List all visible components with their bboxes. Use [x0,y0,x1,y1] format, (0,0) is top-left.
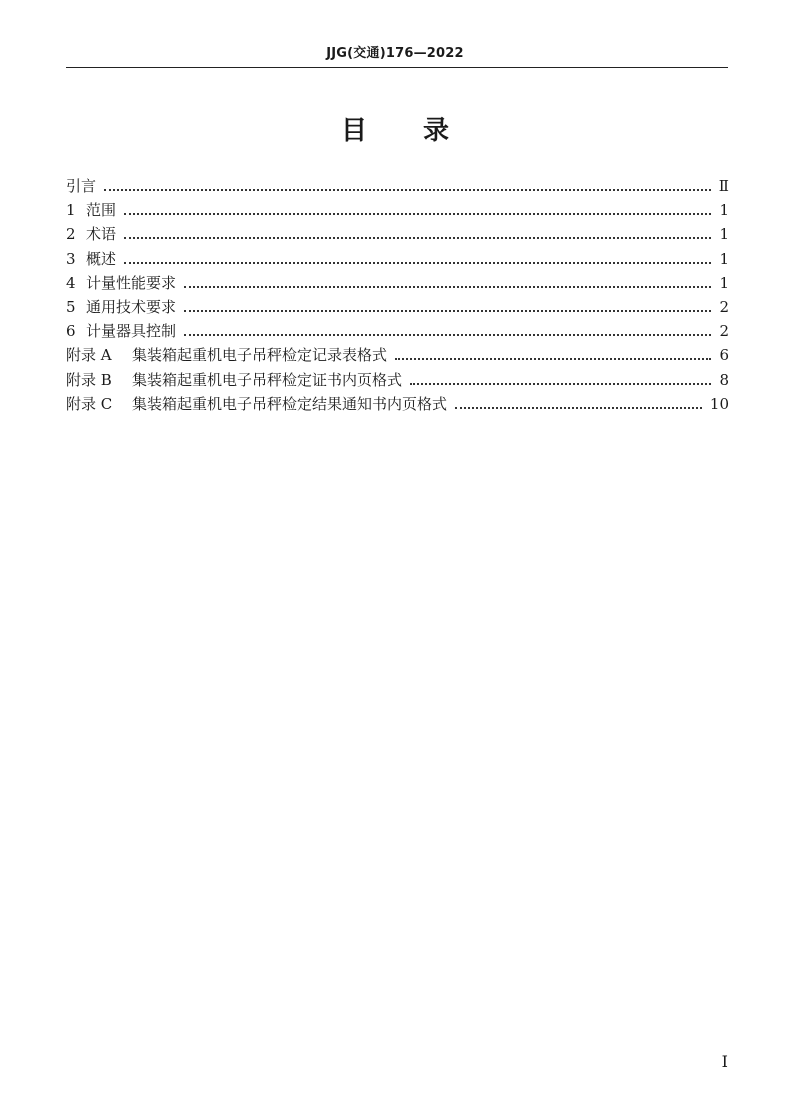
toc-entry-number: 2 [66,225,76,244]
toc-leader-dots [410,383,711,385]
toc-leader-dots [184,310,711,312]
toc-entry-label: 集装箱起重机电子吊秤检定证书内页格式 [132,370,403,389]
toc-leader-dots [124,237,711,239]
toc-entry-number: 1 [66,201,76,220]
toc-entry-page: 1 [719,201,729,220]
toc-entry-label: 计量器具控制 [86,322,177,341]
toc-title-char-2: 录 [423,116,450,146]
toc-leader-dots [104,189,711,191]
toc-entry-page: 10 [709,394,729,413]
toc-leader-dots [455,407,702,409]
toc-leader-dots [184,286,711,288]
toc-list [66,174,729,416]
toc-title-char-1: 目 [340,116,367,146]
toc-entry-page: 1 [719,225,729,244]
toc-entry-number: 5 [66,297,76,316]
header-rule [66,67,728,68]
toc-entry-appendix-a[interactable] [66,343,729,367]
toc-entry-number: 附录 C [66,394,113,413]
toc-leader-dots [184,334,711,336]
toc-entry-number: 4 [66,273,76,292]
toc-entry-label: 集装箱起重机电子吊秤检定记录表格式 [132,346,388,365]
toc-entry-appendix-b[interactable] [66,368,729,392]
toc-entry-page: Ⅱ [718,177,729,195]
toc-entry-appendix-c[interactable] [66,392,729,416]
toc-entry-foreword[interactable] [66,174,729,198]
toc-entry-number: 附录 A [66,346,112,365]
toc-entry-label: 范围 [86,201,117,220]
toc-title [0,110,790,147]
page-number: Ⅰ [721,1052,728,1071]
toc-entry-page: 1 [719,273,729,292]
toc-entry-label: 集装箱起重机电子吊秤检定结果通知书内页格式 [132,394,448,413]
toc-entry-label: 引言 [66,177,97,195]
toc-entry-label: 概述 [86,249,117,268]
toc-entry-metrology-requirements[interactable] [66,271,729,295]
toc-entry-scope[interactable] [66,198,729,222]
toc-entry-page: 8 [719,370,729,389]
toc-entry-page: 1 [719,249,729,268]
toc-entry-label: 计量性能要求 [86,273,177,292]
toc-entry-terms[interactable] [66,222,729,246]
toc-entry-number: 6 [66,322,76,341]
toc-entry-page: 2 [719,297,729,316]
standard-code: JJG(交通)176—2022 [326,46,464,61]
toc-entry-label: 通用技术要求 [86,297,177,316]
toc-entry-number: 附录 B [66,370,112,389]
toc-entry-technical-requirements[interactable] [66,295,729,319]
toc-leader-dots [124,213,711,215]
toc-entry-page: 6 [719,346,729,365]
toc-entry-label: 术语 [86,225,117,244]
toc-entry-page: 2 [719,322,729,341]
toc-entry-instrument-control[interactable] [66,319,729,343]
toc-entry-number: 3 [66,249,76,268]
toc-leader-dots [395,358,711,360]
toc-entry-overview[interactable] [66,247,729,271]
toc-leader-dots [124,262,711,264]
